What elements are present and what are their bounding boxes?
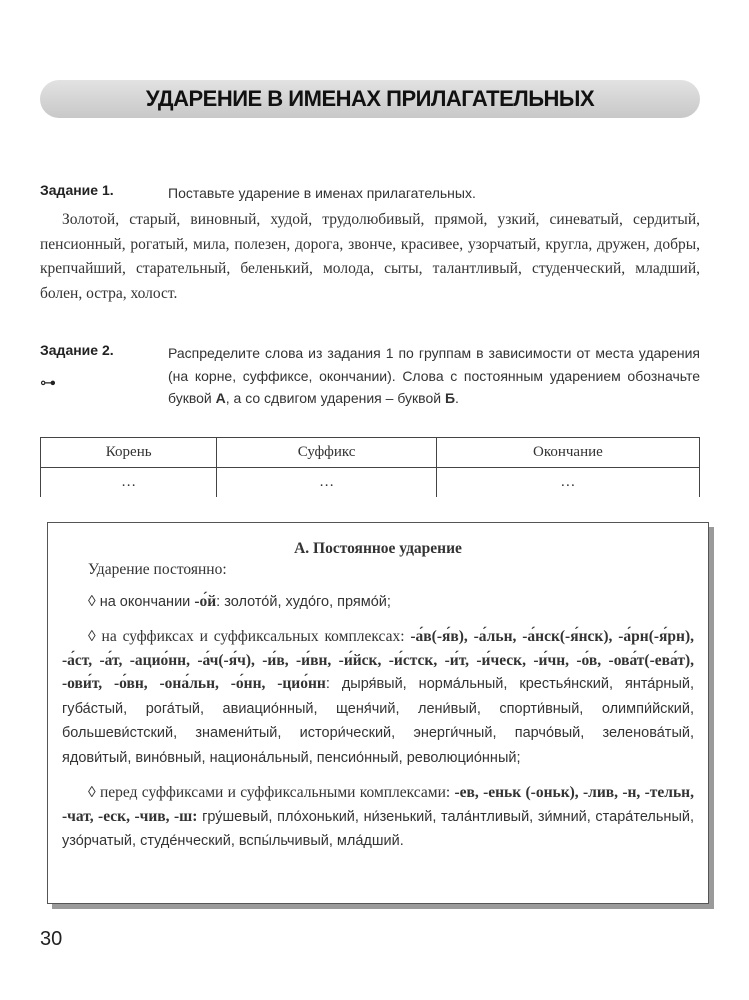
column-header-ending: Окончание [436,438,699,468]
rule-examples: : золото́й, худо́го, прямо́й; [216,593,391,610]
diamond-bullet-icon: ◊ [88,784,96,801]
task-2-label: Задание 2. [40,342,114,358]
letter-a: А [215,390,226,406]
table-cell: … [436,468,699,498]
key-icon: ⊶ [40,373,56,392]
task-1-words: Золотой, старый, виновный, худой, трудолюбивый, прямой, узкий, синеватый, сердитый, пенсионный, рогатый, мила, полезен, дорога, звонче, красивее, узорчатый, кругла, дружен, добры, крепчайший, старательный, беленький, молода, сыты, талантливый, студенческий, младший, болен, остра, холост. [40,211,700,302]
rule-item-2 [48,625,708,770]
rule-suffixes: -а́в(-я́в), -а́льн, -а́нск(-я́нск), -а́рн(-я́рн), -а́ст, -а́т, -ацио́нн, -а́ч(-я́ч), -и́в, -и́вн, -и́йск, -и́стск, -и́т, -и́ческ, -и́чн, -о́в, -ова́т(-ева́т), -ови́т, -о́вн, -она́льн, -о́нн, -цио́нн [62,628,695,692]
diamond-bullet-icon: ◊ [88,592,96,610]
rule-heading: А. Постоянное ударение [294,540,462,557]
instruction-text: Распределите слова из задания 1 по группам в зависимости от места ударения (на корне, суффиксе, окончании). Слова с постоянным ударением обозначьте буквой [168,345,700,406]
answer-table [40,437,700,497]
task-1 [40,182,700,205]
column-header-suffix: Суффикс [217,438,436,468]
page-number: 30 [40,928,63,950]
rule-text: на суффиксах и суффиксальных комплексах: [95,628,411,645]
rule-suffixes: -ев, -еньк (-оньк), -лив, -н, -тельн, -чат, -еск, -чив, -ш: [62,784,694,825]
rule-examples: : дыря́вый, норма́льный, крестья́нский, янта́рный, губа́стый, рога́тый, авиацио́нный, щеня́чий, лени́вый, спорти́вный, олимпи́йский, большеви́стский, знамени́тый, истори́ческий, энерги́чный, парчо́вый, зеленова́тый, ядови́тый, вино́вный, национа́льный, пенсио́нный, революцио́нный; [62,676,694,766]
column-header-root: Корень [41,438,217,468]
rule-examples: гру́шевый, пло́хонький, ни́зенький, тала́нтливый, зи́мний, стара́тельный, узо́рчатый, студе́нческий, вспы́льчивый, мла́дший. [62,808,694,849]
rule-suffix: -о́й [194,592,217,610]
section-title: УДАРЕНИЕ В ИМЕНАХ ПРИЛАГАТЕЛЬНЫХ [145,86,595,111]
instruction-text: , а со сдвигом ударения – буквой [225,390,445,406]
rule-item-3 [48,781,708,854]
task-1-label: Задание 1. [40,182,114,198]
diamond-bullet-icon: ◊ [88,628,96,645]
rule-item-1 [48,590,708,615]
task-1-instruction: Поставьте ударение в именах прилагательных. [168,185,476,201]
table-cell: … [217,468,436,498]
rule-text: перед суффиксами и суффиксальными комплексами: [95,784,455,801]
task-2 [40,342,700,410]
task-2-instruction [168,342,700,410]
rule-box [47,522,709,904]
instruction-text: . [455,390,459,406]
table-header-row [41,438,700,468]
letter-b: Б [444,390,455,406]
table-row [41,468,700,498]
rule-text: на окончании [95,593,195,610]
rule-intro: Ударение постоянно: [88,561,227,578]
section-title-banner [40,80,700,118]
table-cell: … [41,468,217,498]
